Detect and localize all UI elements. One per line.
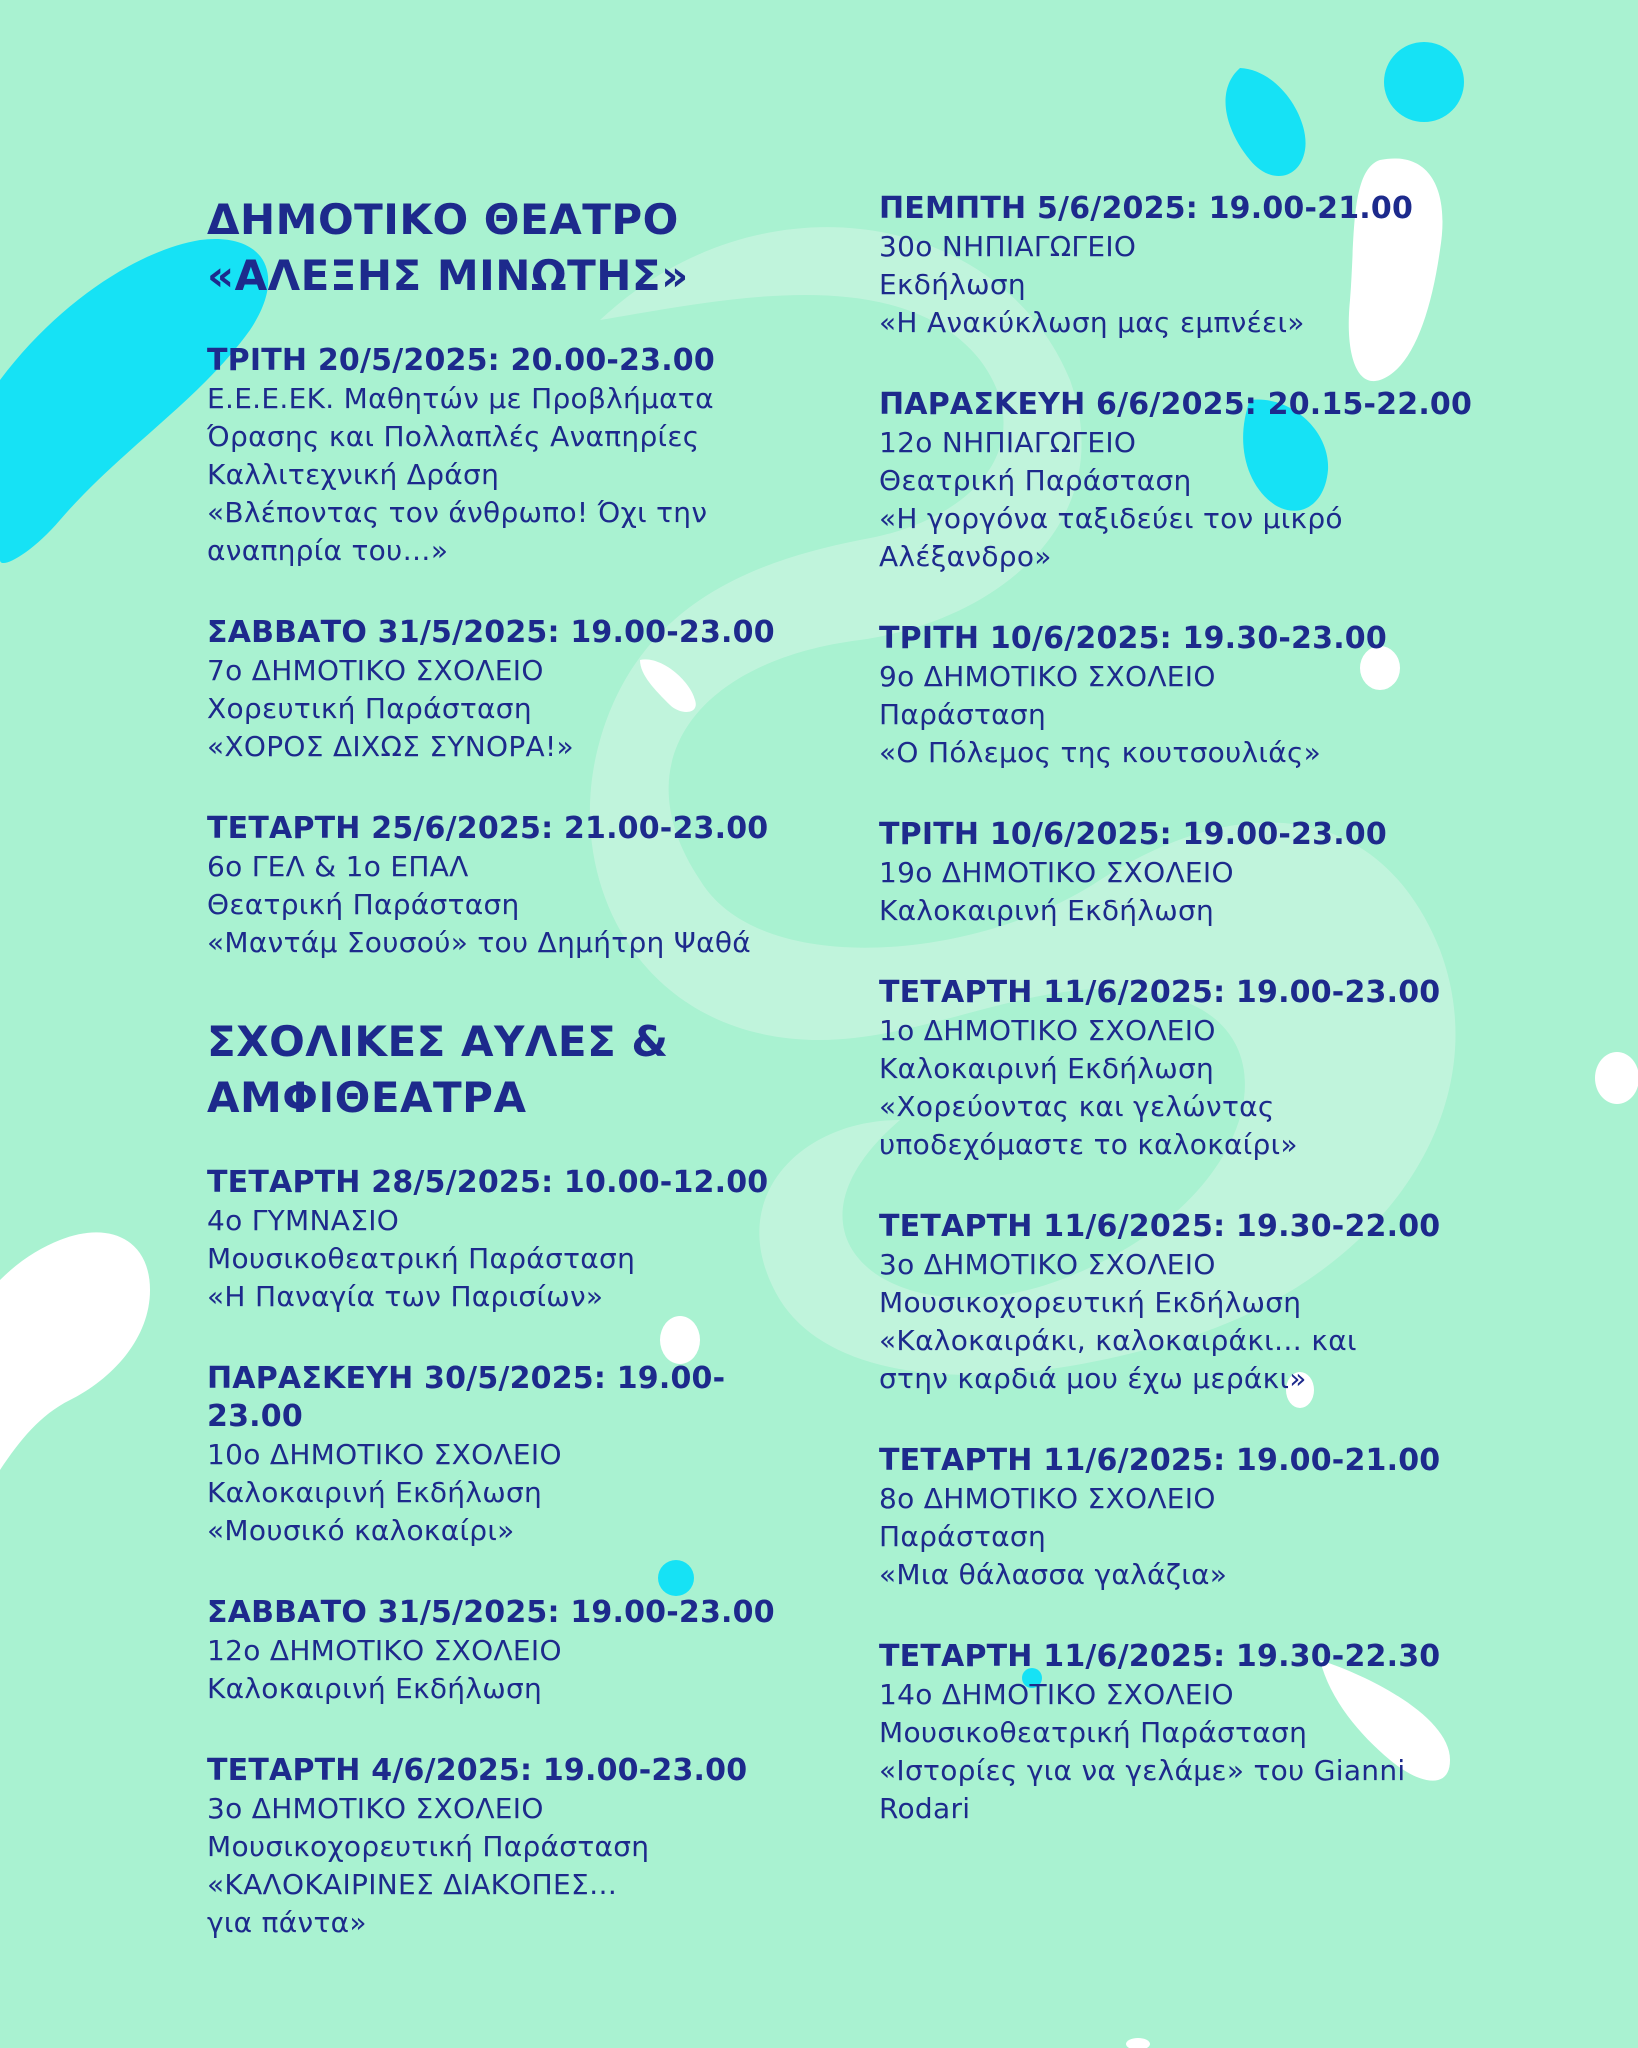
event-detail-line: Καλλιτεχνική Δράση <box>207 458 500 491</box>
cyan-circle-top-right <box>1384 42 1464 122</box>
event-detail-line: «Χορεύοντας και γελώντας <box>879 1090 1275 1123</box>
event-date-time: ΠΑΡΑΣΚΕΥΗ 6/6/2025: 20.15-22.00 <box>879 387 1473 422</box>
event-details <box>879 854 1499 930</box>
event-date-time: ΤΕΤΑΡΤΗ 11/6/2025: 19.00-21.00 <box>879 1443 1441 1478</box>
event-detail-line: Ε.Ε.Ε.ΕΚ. Μαθητών με Προβλήματα <box>207 382 714 415</box>
event-item <box>207 1752 807 1942</box>
event-list <box>207 1164 807 1942</box>
event-date-time: ΤΕΤΑΡΤΗ 11/6/2025: 19.30-22.30 <box>879 1639 1441 1674</box>
event-item <box>879 974 1499 1164</box>
right-column <box>879 190 1499 1828</box>
event-date-time: ΤΕΤΑΡΤΗ 25/6/2025: 21.00-23.00 <box>207 811 769 846</box>
event-detail-line: 4ο ΓΥΜΝΑΣΙΟ <box>207 1204 400 1237</box>
section-title-line: ΣΧΟΛΙΚΕΣ ΑΥΛΕΣ & <box>207 1017 669 1066</box>
event-detail-line: Καλοκαιρινή Εκδήλωση <box>207 1476 543 1509</box>
event-detail-line: Καλοκαιρινή Εκδήλωση <box>879 1052 1215 1085</box>
event-details <box>879 228 1499 342</box>
event-detail-line: «Μια θάλασσα γαλάζια» <box>879 1558 1228 1591</box>
event-item <box>879 1638 1499 1828</box>
event-details <box>879 1676 1499 1828</box>
event-details <box>879 658 1499 772</box>
event-detail-line: «ΧΟΡΟΣ ΔΙΧΩΣ ΣΥΝΟΡΑ!» <box>207 730 574 763</box>
event-details <box>879 1246 1499 1398</box>
section-title-line: ΔΗΜΟΤΙΚΟ ΘΕΑΤΡΟ <box>207 195 679 244</box>
cyan-drop-top-right <box>1226 68 1306 176</box>
event-item <box>207 810 807 962</box>
event-detail-line: 12ο ΔΗΜΟΤΙΚΟ ΣΧΟΛΕΙΟ <box>207 1634 562 1667</box>
event-detail-line: 6ο ΓΕΛ & 1ο ΕΠΑΛ <box>207 850 469 883</box>
event-detail-line: Μουσικοχορευτική Παράσταση <box>207 1830 650 1863</box>
event-detail-line: Χορευτική Παράσταση <box>207 692 532 725</box>
event-date-time: ΤΡΙΤΗ 10/6/2025: 19.30-23.00 <box>879 621 1387 656</box>
event-detail-line: Όρασης και Πολλαπλές Αναπηρίες <box>207 420 700 453</box>
event-details <box>207 380 807 570</box>
event-detail-line: «Ιστορίες για να γελάμε» του Gianni <box>879 1754 1406 1787</box>
event-detail-line: υποδεχόμαστε το καλοκαίρι» <box>879 1128 1298 1161</box>
event-details <box>879 1012 1499 1164</box>
event-detail-line: «Ο Πόλεμος της κουτσουλιάς» <box>879 736 1322 769</box>
event-details <box>207 848 807 962</box>
event-date-time: ΠΕΜΠΤΗ 5/6/2025: 19.00-21.00 <box>879 191 1414 226</box>
event-date-time: ΣΑΒΒΑΤΟ 31/5/2025: 19.00-23.00 <box>207 1595 775 1630</box>
event-detail-line: «Μαντάμ Σουσού» του Δημήτρη Ψαθά <box>207 926 752 959</box>
event-date-time: ΤΡΙΤΗ 20/5/2025: 20.00-23.00 <box>207 343 715 378</box>
event-details <box>207 1790 807 1942</box>
event-detail-line: 8ο ΔΗΜΟΤΙΚΟ ΣΧΟΛΕΙΟ <box>879 1482 1216 1515</box>
event-item <box>207 614 807 766</box>
event-detail-line: Καλοκαιρινή Εκδήλωση <box>207 1672 543 1705</box>
event-detail-line: Μουσικοθεατρική Παράσταση <box>879 1716 1308 1749</box>
event-detail-line: Καλοκαιρινή Εκδήλωση <box>879 894 1215 927</box>
event-list <box>879 190 1499 1828</box>
event-detail-line: «Μουσικό καλοκαίρι» <box>207 1514 515 1547</box>
event-detail-line: 14ο ΔΗΜΟΤΙΚΟ ΣΧΟΛΕΙΟ <box>879 1678 1234 1711</box>
event-detail-line: «Η Ανακύκλωση μας εμπνέει» <box>879 306 1305 339</box>
event-date-time: ΤΕΤΑΡΤΗ 28/5/2025: 10.00-12.00 <box>207 1165 769 1200</box>
event-detail-line: «Καλοκαιράκι, καλοκαιράκι… και <box>879 1324 1357 1357</box>
event-item <box>879 816 1499 930</box>
event-date-time: ΤΡΙΤΗ 10/6/2025: 19.00-23.00 <box>879 817 1387 852</box>
event-detail-line: στην καρδιά μου έχω μεράκι» <box>879 1362 1307 1395</box>
left-column <box>207 192 807 1942</box>
event-date-time: ΣΑΒΒΑΤΟ 31/5/2025: 19.00-23.00 <box>207 615 775 650</box>
event-list <box>207 342 807 962</box>
event-details <box>207 1436 807 1550</box>
event-date-time: ΤΕΤΑΡΤΗ 4/6/2025: 19.00-23.00 <box>207 1753 748 1788</box>
event-detail-line: 19ο ΔΗΜΟΤΙΚΟ ΣΧΟΛΕΙΟ <box>879 856 1234 889</box>
event-detail-line: 7ο ΔΗΜΟΤΙΚΟ ΣΧΟΛΕΙΟ <box>207 654 544 687</box>
event-date-time: ΤΕΤΑΡΤΗ 11/6/2025: 19.00-23.00 <box>879 975 1441 1010</box>
event-detail-line: Μουσικοθεατρική Παράσταση <box>207 1242 636 1275</box>
event-details <box>207 652 807 766</box>
event-detail-line: «Η γοργόνα ταξιδεύει τον μικρό <box>879 502 1343 535</box>
section-title-municipal-theatre <box>207 192 807 304</box>
event-detail-line: Εκδήλωση <box>879 268 1026 301</box>
event-detail-line: Αλέξανδρο» <box>879 540 1052 573</box>
event-item <box>879 1442 1499 1594</box>
event-detail-line: 30ο ΝΗΠΙΑΓΩΓΕΙΟ <box>879 230 1137 263</box>
event-detail-line: Θεατρική Παράσταση <box>879 464 1192 497</box>
event-detail-line: Θεατρική Παράσταση <box>207 888 520 921</box>
event-item <box>207 1360 807 1550</box>
event-item <box>879 190 1499 342</box>
event-detail-line: 1ο ΔΗΜΟΤΙΚΟ ΣΧΟΛΕΙΟ <box>879 1014 1216 1047</box>
event-details <box>207 1202 807 1316</box>
event-detail-line: «ΚΑΛΟΚΑΙΡΙΝΕΣ ΔΙΑΚΟΠΕΣ… <box>207 1868 618 1901</box>
section-title-school-yards <box>207 1014 807 1126</box>
event-detail-line: 3ο ΔΗΜΟΤΙΚΟ ΣΧΟΛΕΙΟ <box>207 1792 544 1825</box>
event-detail-line: Παράσταση <box>879 698 1046 731</box>
section-title-line: ΑΜΦΙΘΕΑΤΡΑ <box>207 1073 527 1122</box>
white-dot-2 <box>1595 1052 1638 1104</box>
event-details <box>207 1632 807 1708</box>
white-dot-5 <box>1126 2038 1150 2048</box>
event-detail-line: «Η Παναγία των Παρισίων» <box>207 1280 604 1313</box>
event-detail-line: 12ο ΝΗΠΙΑΓΩΓΕΙΟ <box>879 426 1137 459</box>
event-date-time: ΠΑΡΑΣΚΕΥΗ 30/5/2025: 19.00-23.00 <box>207 1361 726 1434</box>
event-detail-line: 3ο ΔΗΜΟΤΙΚΟ ΣΧΟΛΕΙΟ <box>879 1248 1216 1281</box>
event-item <box>207 1594 807 1708</box>
event-detail-line: 9ο ΔΗΜΟΤΙΚΟ ΣΧΟΛΕΙΟ <box>879 660 1216 693</box>
event-detail-line: Παράσταση <box>879 1520 1046 1553</box>
event-details <box>879 1480 1499 1594</box>
event-detail-line: για πάντα» <box>207 1906 367 1939</box>
event-detail-line: αναπηρία του…» <box>207 534 449 567</box>
section-title-line: «ΑΛΕΞΗΣ ΜΙΝΩΤΗΣ» <box>207 251 689 300</box>
event-item <box>207 342 807 570</box>
event-details <box>879 424 1499 576</box>
white-blob-left <box>0 1232 150 1470</box>
event-date-time: ΤΕΤΑΡΤΗ 11/6/2025: 19.30-22.00 <box>879 1209 1441 1244</box>
event-detail-line: 10ο ΔΗΜΟΤΙΚΟ ΣΧΟΛΕΙΟ <box>207 1438 562 1471</box>
event-item <box>207 1164 807 1316</box>
event-item <box>879 1208 1499 1398</box>
event-detail-line: Μουσικοχορευτική Εκδήλωση <box>879 1286 1302 1319</box>
event-item <box>879 620 1499 772</box>
event-detail-line: Rodari <box>879 1792 971 1825</box>
event-detail-line: «Βλέποντας τον άνθρωπο! Όχι την <box>207 496 708 529</box>
event-item <box>879 386 1499 576</box>
